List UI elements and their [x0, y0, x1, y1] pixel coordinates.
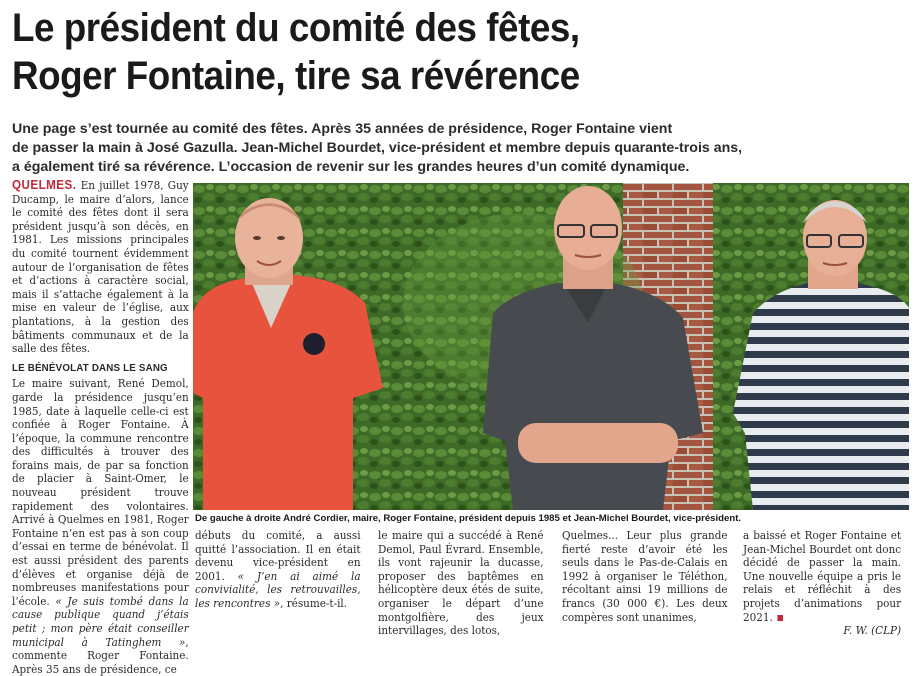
benevolat-text-end: , commente Roger Fontaine. Après 35 ans de présidence, ce	[12, 635, 189, 676]
paragraph-col3: le maire qui a succédé à René Demol, Paul Évrard. Ensemble, ils vont rajeunir la ducasse, proposer des baptêmes en hélicoptère deux étés de suite, organiser le départ d’une montgolfière, des jeux intervillages, des lotos,	[378, 529, 544, 638]
intro-text: En juillet 1978, Guy Ducamp, le maire d’alors, lance le comité des fêtes dont il sera président jusqu’à son décès, en 1981. Les missions principales du comité tournent évidemment autour de l’organisation de fêtes et d’actions à caractère social, mais il s’attache également à la mise en valeur de l’église, aux plantations, à la gestion des bâtiments communaux et de la salle des fêtes.	[12, 179, 189, 356]
photo-caption: De gauche à droite André Cordier, maire, Roger Fontaine, président depuis 1985 et Jean-Michel Bourdet, vice-président.	[195, 513, 742, 524]
paragraph-intro	[12, 179, 189, 356]
signature-line	[743, 624, 901, 638]
article-photo	[193, 183, 909, 510]
quote-roger-fontaine: « Je suis tombé dans la cause publique quand j’étais petit ; mon père était conseiller municipal à Tatinghem »	[12, 594, 189, 649]
paragraph-benevolat	[12, 377, 189, 676]
dateline: QUELMES.	[12, 178, 77, 192]
chapo-line-2: de passer la main à José Gazulla. Jean-Michel Bourdet, vice-président et membre depuis quarante-trois ans,	[12, 140, 743, 156]
column-3	[378, 529, 544, 638]
headline-line-1: Le président du comité des fêtes,	[12, 6, 580, 50]
column-2	[195, 529, 361, 634]
col2-text-end: , résume-t-il.	[280, 596, 348, 610]
chapo-line-1: Une page s’est tournée au comité des fêtes. Après 35 années de présidence, Roger Fontaine vient	[12, 121, 673, 137]
column-4	[562, 529, 728, 634]
quote-jean-michel-bourdet: « J’en ai aimé la convivialité, les retrouvailles, les rencontres »	[195, 569, 361, 610]
signature: F. W. (CLP)	[843, 624, 902, 638]
paragraph-col5	[743, 529, 901, 624]
benevolat-text: Le maire suivant, René Demol, garde la présidence jusqu’en 1985, date à laquelle celle-ci est confiée à Roger Fontaine. À l’époque, la commune rencontre des difficultés à trouver des forains mais, de par sa fonction de placier à Saint-Omer, le nouveau président trouve rapidement des volontaires. Arrivé à Quelmes en 1981, Roger Fontaine n’en est pas à son coup d’essai en terme de bénévolat. Il est aussi président des parents d’élèves et organise déjà de nombreuses manifestations pour l’école.	[12, 377, 189, 608]
chapo-line-3: a également tiré sa révérence. L’occasion de revenir sur les grandes heures d’un comité dynamique.	[12, 159, 690, 175]
headline-line-2: Roger Fontaine, tire sa révérence	[12, 54, 580, 98]
end-mark-icon	[777, 615, 783, 621]
col5-text: a baissé et Roger Fontaine et Jean-Michel Bourdet ont donc décidé de passer la main. Une nouvelle équipe a pris le relais et réfléchit à des projets d’animations pour 2021.	[743, 529, 902, 624]
paragraph-col2	[195, 529, 361, 611]
column-1	[12, 178, 189, 676]
chapo	[12, 120, 912, 177]
subheading: LE BÉNÉVOLAT DANS LE SANG	[12, 361, 168, 374]
column-5	[743, 529, 902, 638]
photo-image	[193, 183, 909, 510]
headline	[12, 4, 840, 100]
col2-text: débuts du comité, a aussi quitté l’association. Il en était devenu vice-président en 2001.	[195, 529, 361, 583]
paragraph-col4: Quelmes... Leur plus grande fierté reste d’avoir été les seuls dans le Pas-de-Calais en 1992 à organiser le Téléthon, récoltant ainsi 19 millions de francs (30 000 €). Les deux compères sont unanimes,	[562, 529, 728, 624]
